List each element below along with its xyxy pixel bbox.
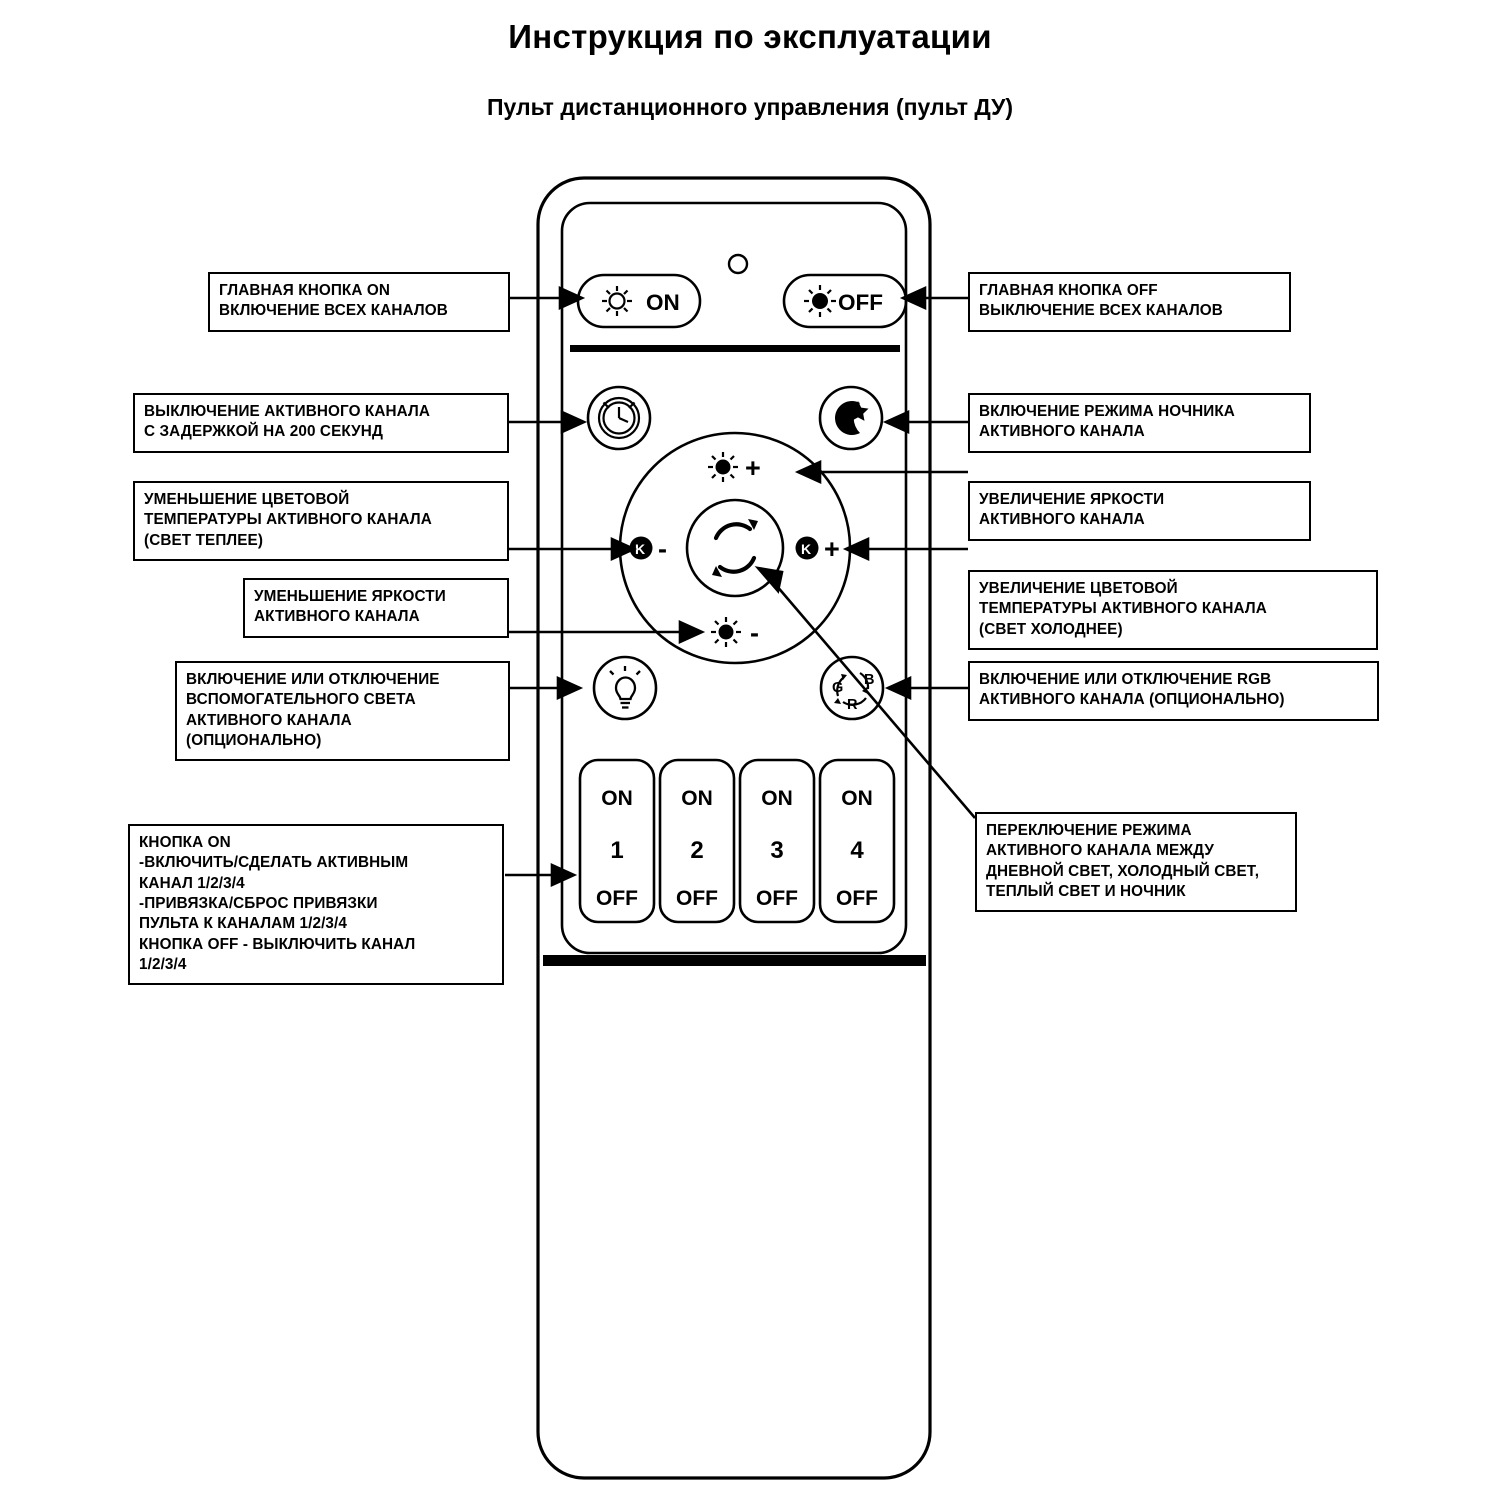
channel-3-on: ON xyxy=(761,787,793,810)
callout-aux-light-line-2: ВСПОМОГАТЕЛЬНОГО СВЕТА xyxy=(186,691,416,709)
channel-4-off: OFF xyxy=(836,887,878,910)
channel-4-on: ON xyxy=(841,787,873,810)
ir-led xyxy=(729,255,747,273)
callout-mode-switch-line-4: ТЕПЛЫЙ СВЕТ И НОЧНИК xyxy=(986,883,1186,901)
callout-channels-line-5: ПУЛЬТА К КАНАЛАМ 1/2/3/4 xyxy=(139,915,347,933)
callout-main-on-line-2: ВКЛЮЧЕНИЕ ВСЕХ КАНАЛОВ xyxy=(219,302,448,320)
callout-timer-line-2: С ЗАДЕРЖКОЙ НА 200 СЕКУНД xyxy=(144,423,383,441)
channel-1-number: 1 xyxy=(610,837,624,864)
callout-brightness-down-line-1: УМЕНЬШЕНИЕ ЯРКОСТИ xyxy=(254,588,446,605)
rgb-r-label: R xyxy=(847,697,858,713)
main-on-label: ON xyxy=(646,290,680,315)
callout-main-off xyxy=(968,272,1291,332)
channel-4-number: 4 xyxy=(850,837,864,864)
brightness-down-label: - xyxy=(750,618,759,648)
callout-brightness-up-line-1: УВЕЛИЧЕНИЕ ЯРКОСТИ xyxy=(979,491,1165,508)
panel-divider-top xyxy=(570,345,900,352)
callout-mode-switch-line-1: ПЕРЕКЛЮЧЕНИЕ РЕЖИМА xyxy=(986,822,1192,839)
callout-temp-up-line-3: (СВЕТ ХОЛОДНЕЕ) xyxy=(979,620,1123,638)
callout-aux-light-line-4: (ОПЦИОНАЛЬНО) xyxy=(186,732,322,750)
callout-rgb xyxy=(968,661,1379,721)
callout-aux-light-line-1: ВКЛЮЧЕНИЕ ИЛИ ОТКЛЮЧЕНИЕ xyxy=(186,671,440,688)
channel-1-off: OFF xyxy=(596,887,638,910)
color-temp-up-label: + xyxy=(824,534,840,564)
callout-aux-light-line-3: АКТИВНОГО КАНАЛА xyxy=(186,711,352,729)
callout-mode-switch xyxy=(975,812,1297,912)
callout-temp-down xyxy=(133,481,509,561)
callout-brightness-down-line-2: АКТИВНОГО КАНАЛА xyxy=(254,608,420,626)
callout-channels-line-6: КНОПКА OFF - ВЫКЛЮЧИТЬ КАНАЛ xyxy=(139,935,416,953)
callout-main-on xyxy=(208,272,510,332)
callout-mode-switch-line-2: АКТИВНОГО КАНАЛА МЕЖДУ xyxy=(986,842,1214,860)
main-off-label: OFF xyxy=(838,290,883,315)
page-subtitle: Пульт дистанционного управления (пульт ДУ) xyxy=(486,94,1014,120)
callout-temp-down-line-3: (СВЕТ ТЕПЛЕЕ) xyxy=(144,531,264,549)
callout-temp-up-line-2: ТЕМПЕРАТУРЫ АКТИВНОГО КАНАЛА xyxy=(979,600,1267,618)
callout-temp-down-line-1: УМЕНЬШЕНИЕ ЦВЕТОВОЙ xyxy=(144,491,350,508)
channel-2-off: OFF xyxy=(676,887,718,910)
callout-brightness-up-line-2: АКТИВНОГО КАНАЛА xyxy=(979,511,1145,529)
channel-2-number: 2 xyxy=(690,837,704,864)
callout-channels-line-4: -ПРИВЯЗКА/СБРОС ПРИВЯЗКИ xyxy=(139,895,378,913)
channel-2-on: ON xyxy=(681,787,713,810)
callout-timer-line-1: ВЫКЛЮЧЕНИЕ АКТИВНОГО КАНАЛА xyxy=(144,403,430,420)
callout-night-mode-line-1: ВКЛЮЧЕНИЕ РЕЖИМА НОЧНИКА xyxy=(979,403,1235,420)
channel-3-number: 3 xyxy=(770,837,784,864)
kelvin-mark-left: K xyxy=(635,541,646,557)
callout-rgb-line-1: ВКЛЮЧЕНИЕ ИЛИ ОТКЛЮЧЕНИЕ RGB xyxy=(979,671,1272,688)
rgb-g-label: G xyxy=(832,680,844,696)
callout-channels-line-2: -ВКЛЮЧИТЬ/СДЕЛАТЬ АКТИВНЫМ xyxy=(139,854,409,872)
callout-rgb-line-2: АКТИВНОГО КАНАЛА (ОПЦИОНАЛЬНО) xyxy=(979,691,1285,709)
callout-main-on-line-1: ГЛАВНАЯ КНОПКА ON xyxy=(219,282,391,299)
callout-channels xyxy=(128,824,504,985)
kelvin-mark-right: K xyxy=(801,541,812,557)
callout-channels-line-7: 1/2/3/4 xyxy=(139,956,187,974)
callout-channels-line-1: КНОПКА ON xyxy=(139,834,231,851)
channel-1-on: ON xyxy=(601,787,633,810)
callout-main-off-line-1: ГЛАВНАЯ КНОПКА OFF xyxy=(979,282,1158,299)
brightness-up-label: + xyxy=(745,453,761,483)
callout-aux-light xyxy=(175,661,510,761)
panel-divider-bottom xyxy=(543,955,926,966)
callout-mode-switch-line-3: ДНЕВНОЙ СВЕТ, ХОЛОДНЫЙ СВЕТ, xyxy=(986,862,1260,880)
callout-brightness-up xyxy=(968,481,1311,541)
callout-temp-down-line-2: ТЕМПЕРАТУРЫ АКТИВНОГО КАНАЛА xyxy=(144,511,432,529)
callout-night-mode-line-2: АКТИВНОГО КАНАЛА xyxy=(979,423,1145,441)
page-title: Инструкция по эксплуатации xyxy=(508,18,992,55)
channel-3-off: OFF xyxy=(756,887,798,910)
callout-main-off-line-2: ВЫКЛЮЧЕНИЕ ВСЕХ КАНАЛОВ xyxy=(979,302,1223,320)
callout-temp-up-line-1: УВЕЛИЧЕНИЕ ЦВЕТОВОЙ xyxy=(979,580,1178,597)
callout-channels-line-3: КАНАЛ 1/2/3/4 xyxy=(139,874,245,892)
rgb-b-label: B xyxy=(864,672,875,688)
color-temp-down-label: - xyxy=(658,534,667,564)
callout-night-mode xyxy=(968,393,1311,453)
callout-timer xyxy=(133,393,509,453)
callout-temp-up xyxy=(968,570,1378,650)
callout-brightness-down xyxy=(243,578,509,638)
